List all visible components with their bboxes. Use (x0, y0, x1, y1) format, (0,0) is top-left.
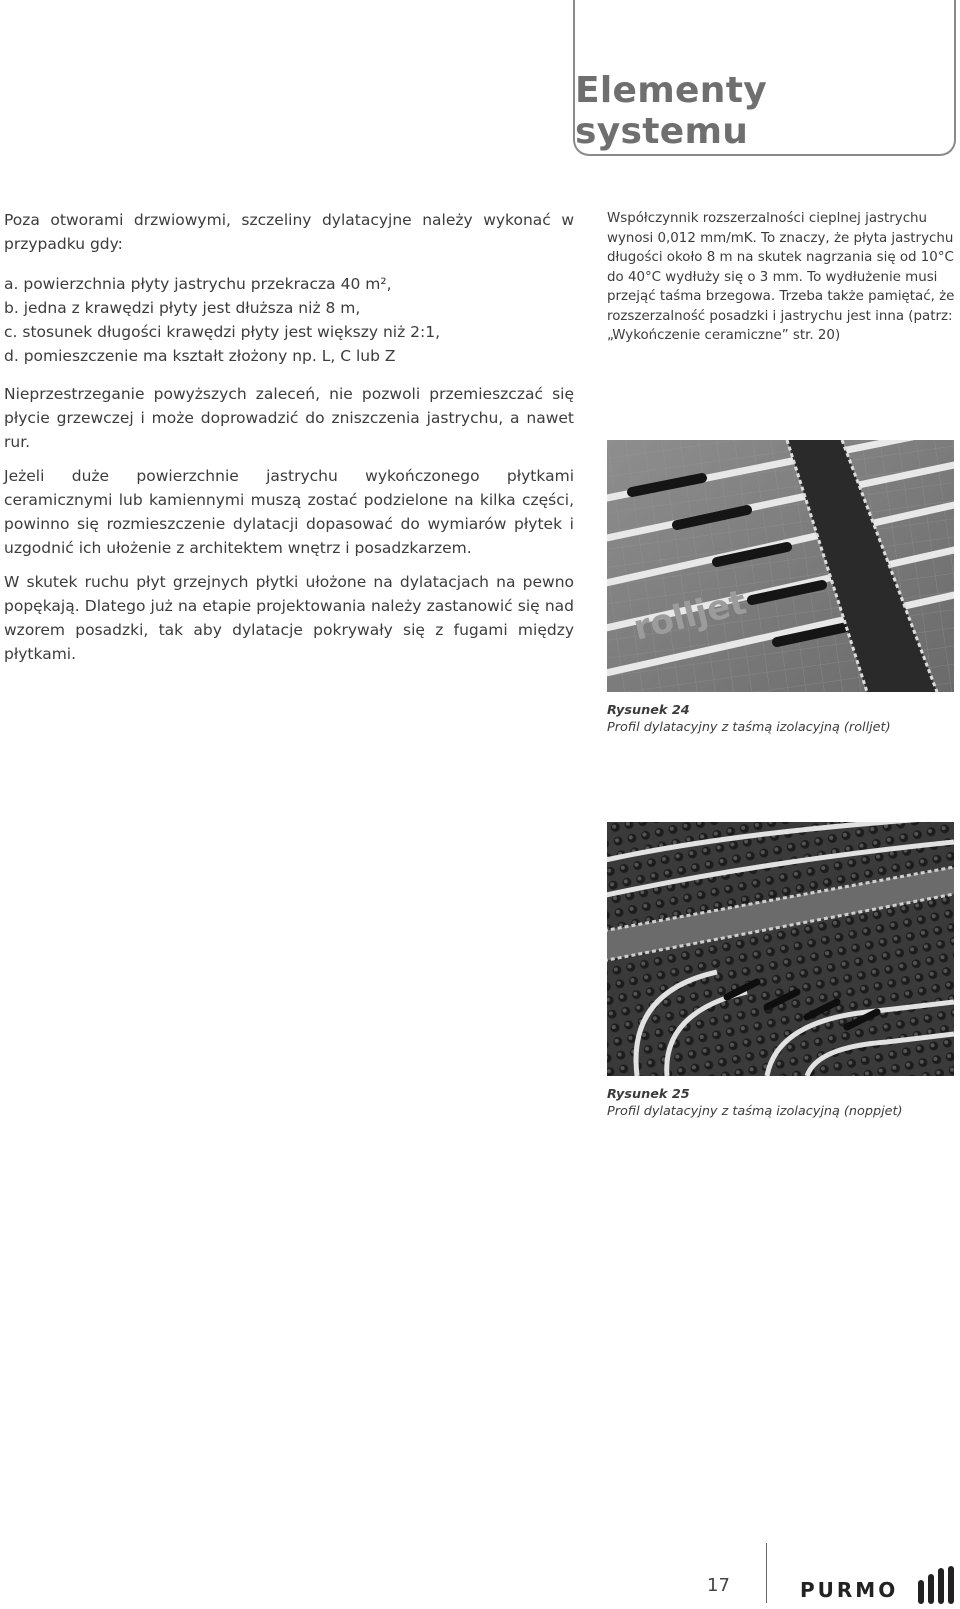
footer-divider (766, 1543, 767, 1603)
list-item: d. pomieszczenie ma kształt złożony np. L, C lub Z (4, 347, 396, 365)
figure-rolljet-photo (607, 440, 954, 692)
side-note: Współczynnik rozszerzalności cieplnej jastrychu wynosi 0,012 mm/mK. To znaczy, że płyta jastrychu długości około 8 m na skutek nagrzania się od 10°C do 40°C wydłuży się o 3 mm. To wydłużenie musi przejąć taśma brzegowa. Trzeba także pamiętać, że rozszerzalność posadzki i jastrychu jest inna (patrz: „Wykończenie ceramiczne” str. 20) (607, 211, 955, 343)
figure-25-caption (607, 1086, 957, 1120)
figure-25-label: Rysunek 25 (607, 1087, 690, 1102)
list-item: a. powierzchnia płyty jastrychu przekracza 40 m², (4, 275, 392, 293)
page-title: Elementy systemu (575, 70, 767, 152)
purmo-logo (800, 1566, 956, 1604)
warning-paragraph: Nieprzestrzeganie powyższych zaleceń, nie pozwoli przemieszczać się płycie grzewczej i może doprowadzić do zniszczenia jastrychu, a nawet rur. (4, 385, 574, 451)
tiles-paragraph: Jeżeli duże powierzchnie jastrychu wykończonego płytkami ceramicznymi lub kamiennymi muszą zostać podzielone na kilka części, powinno się rozmieszczenie dylatacji dopasować do wymiarów płytek i uzgodnić ich ułożenie z architektem wnętrz i posadzkarzem. (4, 467, 574, 557)
figure-25-text: Profil dylatacyjny z taśmą izolacyjną (noppjet) (607, 1104, 903, 1119)
list-item: b. jedna z krawędzi płyty jest dłuższa niż 8 m, (4, 299, 361, 317)
logo-waves-icon (914, 1566, 956, 1604)
cracking-paragraph: W skutek ruchu płyt grzejnych płytki ułożone na dylatacjach na pewno popękają. Dlatego już na etapie projektowania należy zastanowić się nad wzorem posadzki, tak aby dylatacje pokrywały się z fugami między płytkami. (4, 573, 574, 663)
figure-24-label: Rysunek 24 (607, 703, 690, 718)
figure-24-text: Profil dylatacyjny z taśmą izolacyjną (rolljet) (607, 720, 891, 735)
conditions-list (4, 272, 574, 368)
list-item: c. stosunek długości krawędzi płyty jest większy niż 2:1, (4, 323, 441, 341)
header-box (573, 0, 956, 156)
figure-24-caption (607, 702, 957, 736)
figure-noppjet-photo (607, 822, 954, 1076)
page-number: 17 (707, 1575, 730, 1596)
board-brand-text: rolljet (629, 582, 751, 649)
intro-paragraph: Poza otworami drzwiowymi, szczeliny dylatacyjne należy wykonać w przypadku gdy: (4, 211, 574, 253)
main-text-column (4, 208, 574, 676)
logo-text: PURMO (800, 1578, 899, 1602)
